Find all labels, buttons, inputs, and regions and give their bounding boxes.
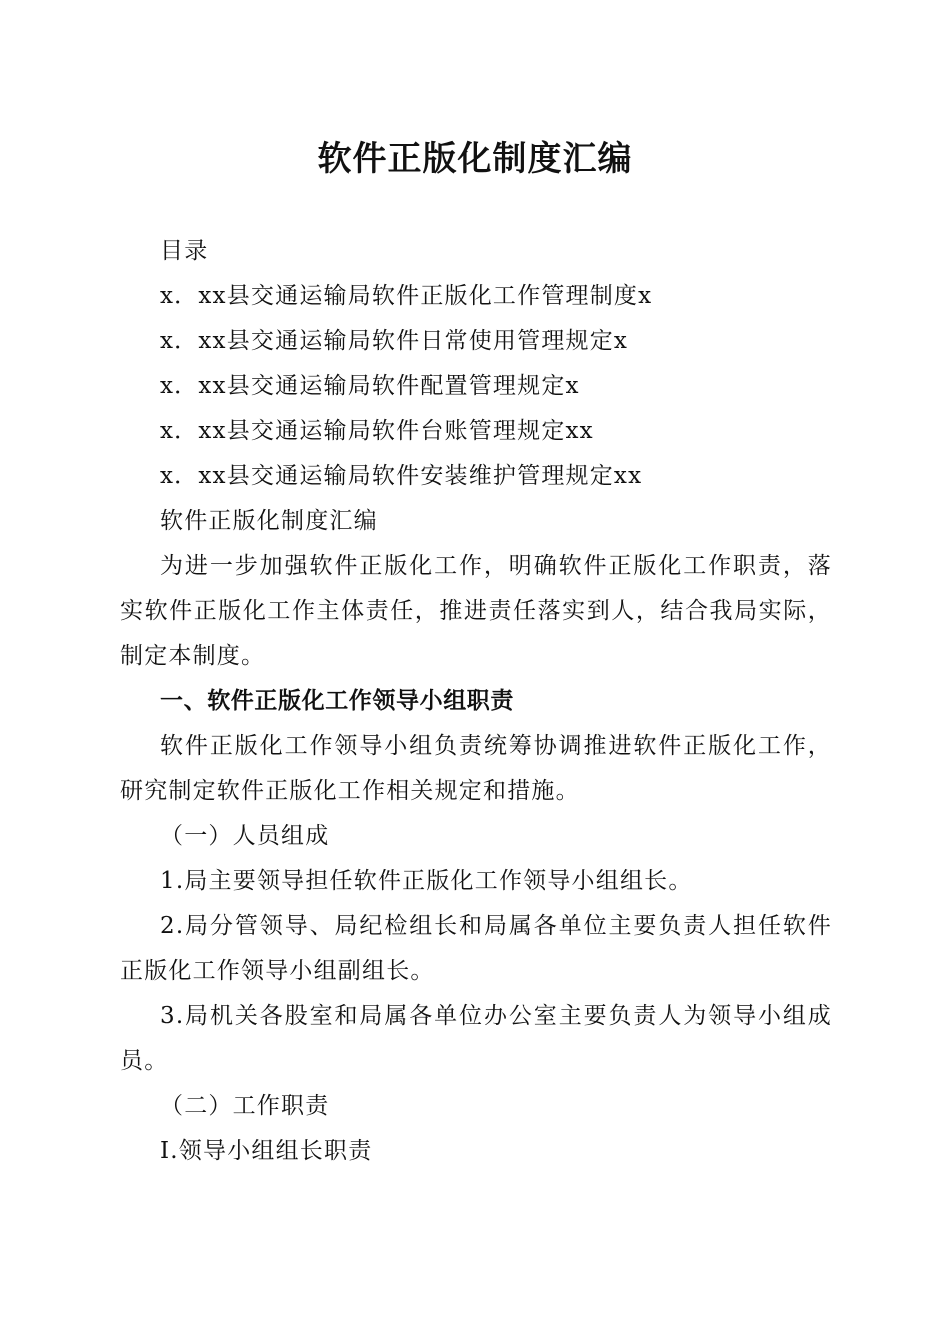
document-subtitle: 软件正版化制度汇编 — [160, 508, 378, 534]
intro-paragraph: 为进一步加强软件正版化工作，明确软件正版化工作职责，落实软件正版化工作主体责任，推进责任落实到人，结合我局实际，制定本制度。 — [120, 553, 832, 669]
list-item: I.领导小组组长职责 — [160, 1138, 373, 1164]
document-body — [120, 229, 832, 1174]
toc-item: x．xx县交通运输局软件日常使用管理规定x — [160, 328, 629, 354]
subsection-heading: （二）工作职责 — [160, 1093, 330, 1119]
section-paragraph: 软件正版化工作领导小组负责统筹协调推进软件正版化工作，研究制定软件正版化工作相关规定和措施。 — [120, 733, 832, 804]
subsection-heading: （一）人员组成 — [160, 823, 330, 849]
toc-heading: 目录 — [160, 238, 209, 264]
section-heading: 一、软件正版化工作领导小组职责 — [160, 688, 514, 714]
list-item: 3.局机关各股室和局属各单位办公室主要负责人为领导小组成员。 — [120, 1003, 832, 1074]
toc-item: x．xx县交通运输局软件台账管理规定xx — [160, 418, 594, 444]
list-item: 1.局主要领导担任软件正版化工作领导小组组长。 — [160, 868, 693, 894]
toc-item: x．xx县交通运输局软件正版化工作管理制度x — [160, 283, 653, 309]
document-title: 软件正版化制度汇编 — [317, 139, 633, 179]
toc-item: x．xx县交通运输局软件配置管理规定x — [160, 373, 580, 399]
toc-item: x．xx县交通运输局软件安装维护管理规定xx — [160, 463, 643, 489]
list-item: 2.局分管领导、局纪检组长和局属各单位主要负责人担任软件正版化工作领导小组副组长。 — [120, 913, 832, 984]
